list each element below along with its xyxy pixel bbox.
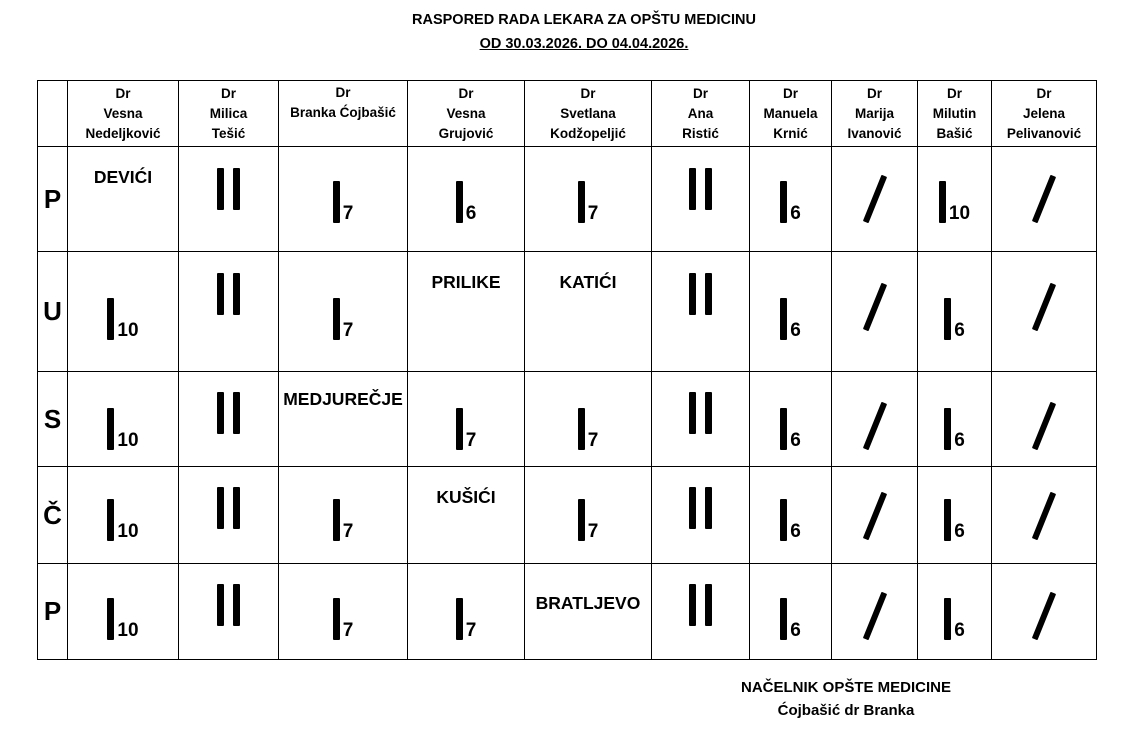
doctor-header: Dr Manuela Krnić	[750, 81, 832, 147]
schedule-row	[38, 564, 1097, 660]
first-shift-mark	[279, 298, 407, 340]
ambulance-number: 6	[790, 521, 801, 542]
ambulance-number: 6	[954, 320, 965, 341]
shift-bar	[217, 392, 224, 434]
doctor-header: Dr Milutin Bašić	[918, 81, 992, 147]
day-off-mark	[1032, 175, 1056, 224]
schedule-cell	[279, 252, 408, 372]
ambulance-number: 7	[342, 203, 354, 224]
signature-name: Ćojbašić dr Branka	[777, 702, 915, 719]
doctor-header: Dr Milica Tešić	[179, 81, 279, 147]
day-off-mark	[862, 492, 886, 541]
shift-bar	[233, 273, 240, 315]
location-label: PRILIKE	[431, 272, 501, 292]
schedule-cell	[992, 372, 1097, 467]
schedule-cell	[992, 147, 1097, 252]
shift-bar	[780, 408, 787, 450]
shift-bar	[578, 408, 585, 450]
document-title: RASPORED RADA LEKARA ZA OPŠTU MEDICINU	[412, 12, 756, 28]
corner-cell	[38, 81, 68, 147]
first-shift-mark	[750, 598, 831, 640]
second-shift-mark	[179, 273, 278, 315]
shift-bar	[578, 181, 585, 223]
second-shift-mark	[652, 584, 749, 626]
shift-bar	[107, 499, 114, 541]
schedule-cell	[992, 467, 1097, 564]
first-shift-mark	[68, 408, 178, 450]
second-shift-mark	[652, 392, 749, 434]
schedule-cell	[652, 467, 750, 564]
schedule-cell	[750, 147, 832, 252]
shift-bar	[333, 499, 340, 541]
shift-bar	[705, 487, 712, 529]
ambulance-number: 7	[342, 620, 354, 641]
schedule-cell	[918, 467, 992, 564]
second-shift-mark	[179, 584, 278, 626]
schedule-cell	[750, 564, 832, 660]
shift-bar	[233, 584, 240, 626]
schedule-row	[38, 147, 1097, 252]
signature-title: NAČELNIK OPŠTE MEDICINE	[740, 679, 951, 696]
ambulance-number: 6	[790, 203, 801, 224]
first-shift-mark	[279, 598, 407, 640]
shift-bar	[107, 598, 114, 640]
shift-bar	[456, 181, 463, 223]
shift-bar	[705, 392, 712, 434]
schedule-cell	[408, 467, 525, 564]
day-label: P	[38, 147, 68, 252]
first-shift-mark	[918, 408, 991, 450]
schedule-row	[38, 252, 1097, 372]
first-shift-mark	[68, 598, 178, 640]
ambulance-number: 6	[790, 430, 801, 451]
day-label: S	[38, 372, 68, 467]
schedule-cell	[992, 252, 1097, 372]
shift-bar	[705, 584, 712, 626]
first-shift-mark	[750, 408, 831, 450]
shift-bar	[333, 298, 340, 340]
first-shift-mark	[408, 598, 524, 640]
second-shift-mark	[179, 487, 278, 529]
day-off-mark	[862, 592, 886, 641]
schedule-cell	[525, 147, 652, 252]
shift-bar	[333, 598, 340, 640]
first-shift-mark	[918, 298, 991, 340]
shift-bar	[939, 181, 946, 223]
location-label: MEDJUREČJE	[283, 389, 403, 409]
shift-bar	[780, 499, 787, 541]
day-label: U	[38, 252, 68, 372]
second-shift-mark	[179, 392, 278, 434]
shift-bar	[780, 598, 787, 640]
schedule-cell	[750, 252, 832, 372]
first-shift-mark	[750, 298, 831, 340]
schedule-cell	[750, 372, 832, 467]
schedule-cell	[68, 252, 179, 372]
schedule-cell	[832, 467, 918, 564]
second-shift-mark	[652, 273, 749, 315]
location-label: KUŠIĆI	[436, 487, 496, 507]
ambulance-number: 7	[587, 521, 599, 542]
shift-bar	[705, 273, 712, 315]
ambulance-number: 6	[465, 203, 477, 224]
day-off-mark	[1032, 283, 1056, 332]
first-shift-mark	[525, 181, 651, 223]
shift-bar	[944, 408, 951, 450]
shift-bar	[944, 499, 951, 541]
shift-bar	[456, 408, 463, 450]
schedule-cell	[918, 372, 992, 467]
shift-bar	[217, 584, 224, 626]
ambulance-number: 10	[948, 203, 971, 224]
day-off-mark	[1032, 592, 1056, 641]
schedule-cell	[525, 467, 652, 564]
shift-bar	[689, 273, 696, 315]
schedule-cell	[652, 564, 750, 660]
schedule-cell	[68, 564, 179, 660]
second-shift-mark	[652, 487, 749, 529]
doctor-header: Dr Svetlana Kodžopeljić	[525, 81, 652, 147]
first-shift-mark	[279, 499, 407, 541]
ambulance-number: 7	[465, 430, 477, 451]
shift-bar	[217, 273, 224, 315]
day-off-mark	[862, 175, 886, 224]
ambulance-number: 10	[117, 430, 139, 451]
shift-bar	[107, 408, 114, 450]
date-range: OD 30.03.2026. DO 04.04.2026.	[479, 36, 689, 52]
schedule-cell	[832, 372, 918, 467]
doctor-header: Dr Branka Ćojbašić	[279, 81, 408, 147]
ambulance-number: 7	[465, 620, 477, 641]
schedule-row	[38, 372, 1097, 467]
shift-bar	[456, 598, 463, 640]
schedule-cell	[279, 372, 408, 467]
schedule-cell	[408, 147, 525, 252]
first-shift-mark	[918, 499, 991, 541]
day-off-mark	[1032, 492, 1056, 541]
ambulance-number: 10	[117, 620, 139, 641]
schedule-cell	[918, 252, 992, 372]
shift-bar	[689, 487, 696, 529]
schedule-cell	[279, 147, 408, 252]
doctor-header: Dr Jelena Pelivanović	[992, 81, 1097, 147]
header-row	[38, 81, 1097, 147]
schedule-cell	[652, 252, 750, 372]
day-off-mark	[862, 402, 886, 451]
schedule-cell	[279, 564, 408, 660]
schedule-cell	[832, 147, 918, 252]
shift-bar	[689, 168, 696, 210]
doctor-header: Dr Vesna Nedeljković	[68, 81, 179, 147]
schedule-cell	[408, 252, 525, 372]
schedule-cell	[279, 467, 408, 564]
ambulance-number: 7	[342, 521, 354, 542]
schedule-cell	[408, 564, 525, 660]
doctor-header: Dr Ana Ristić	[652, 81, 750, 147]
ambulance-number: 10	[117, 320, 139, 341]
day-off-mark	[1032, 402, 1056, 451]
shift-bar	[233, 168, 240, 210]
schedule-cell	[918, 564, 992, 660]
schedule-cell	[68, 467, 179, 564]
first-shift-mark	[525, 408, 651, 450]
shift-bar	[944, 598, 951, 640]
doctor-header: Dr Vesna Grujović	[408, 81, 525, 147]
ambulance-number: 7	[587, 203, 599, 224]
shift-bar	[944, 298, 951, 340]
ambulance-number: 6	[954, 521, 965, 542]
ambulance-number: 7	[342, 320, 354, 341]
shift-bar	[217, 487, 224, 529]
first-shift-mark	[750, 499, 831, 541]
schedule-cell	[525, 372, 652, 467]
second-shift-mark	[652, 168, 749, 210]
first-shift-mark	[918, 598, 991, 640]
day-label: Č	[38, 467, 68, 564]
first-shift-mark	[408, 408, 524, 450]
schedule-cell	[525, 252, 652, 372]
day-off-mark	[862, 283, 886, 332]
first-shift-mark	[68, 298, 178, 340]
schedule-cell	[179, 147, 279, 252]
ambulance-number: 6	[954, 430, 965, 451]
shift-bar	[233, 392, 240, 434]
location-label: BRATLJEVO	[535, 593, 641, 613]
shift-bar	[780, 298, 787, 340]
schedule-cell	[525, 564, 652, 660]
shift-bar	[780, 181, 787, 223]
schedule-cell	[68, 147, 179, 252]
shift-bar	[689, 584, 696, 626]
schedule-cell	[179, 252, 279, 372]
shift-bar	[705, 168, 712, 210]
shift-bar	[689, 392, 696, 434]
location-label: DEVIĆI	[93, 167, 153, 187]
schedule-cell	[832, 252, 918, 372]
day-label: P	[38, 564, 68, 660]
ambulance-number: 10	[117, 521, 139, 542]
first-shift-mark	[750, 181, 831, 223]
schedule-cell	[750, 467, 832, 564]
schedule-table	[37, 80, 1097, 660]
first-shift-mark	[68, 499, 178, 541]
schedule-cell	[832, 564, 918, 660]
first-shift-mark	[918, 181, 991, 223]
location-label: KATIĆI	[559, 272, 617, 292]
shift-bar	[217, 168, 224, 210]
ambulance-number: 6	[790, 620, 801, 641]
schedule-cell	[179, 467, 279, 564]
schedule-cell	[179, 564, 279, 660]
ambulance-number: 6	[954, 620, 965, 641]
schedule-cell	[652, 372, 750, 467]
schedule-row	[38, 467, 1097, 564]
ambulance-number: 6	[790, 320, 801, 341]
shift-bar	[107, 298, 114, 340]
first-shift-mark	[525, 499, 651, 541]
schedule-cell	[918, 147, 992, 252]
schedule-cell	[992, 564, 1097, 660]
first-shift-mark	[279, 181, 407, 223]
first-shift-mark	[408, 181, 524, 223]
schedule-cell	[68, 372, 179, 467]
shift-bar	[233, 487, 240, 529]
schedule-cell	[179, 372, 279, 467]
shift-bar	[333, 181, 340, 223]
doctor-header: Dr Marija Ivanović	[832, 81, 918, 147]
schedule-cell	[408, 372, 525, 467]
schedule-cell	[652, 147, 750, 252]
ambulance-number: 7	[587, 430, 599, 451]
shift-bar	[578, 499, 585, 541]
second-shift-mark	[179, 168, 278, 210]
